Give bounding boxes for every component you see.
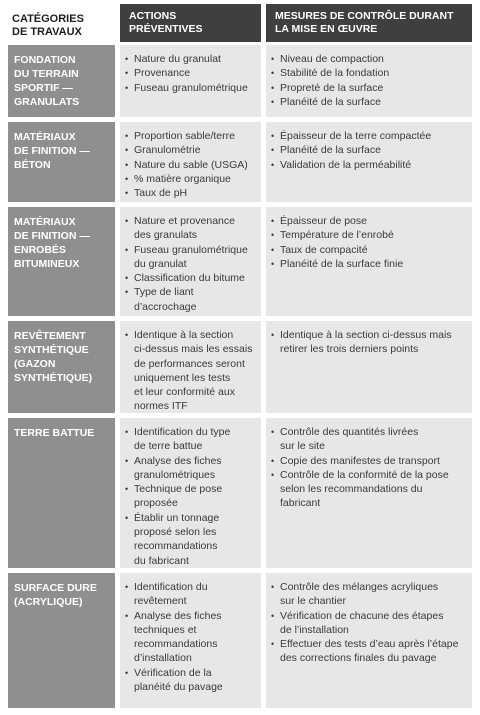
list-item: • Niveau de compaction [271,52,468,66]
list-item: • Identification du type de terre battue [125,425,257,454]
table-row-clay [8,418,472,568]
measures-cell [266,45,472,117]
list-item: • Épaisseur de la terre compactée [271,129,468,143]
list-item: • Taux de compacité [271,243,468,257]
category-cell: SURFACE DURE (ACRYLIQUE) [8,573,115,708]
list-item: • Contrôle des quantités livrées sur le site [271,425,468,454]
works-control-table [8,4,472,713]
list-item: • Effectuer des tests d’eau après l’étape des corrections finales du pavage [271,637,468,666]
measures-cell [266,321,472,413]
list-item: • Analyse des fiches techniques et recommandations d’installation [125,609,257,666]
list-item: • Fuseau granulométrique [125,81,257,95]
list-item: • Classification du bitume [125,271,257,285]
category-cell: MATÉRIAUX DE FINITION — ENROBÉS BITUMINEUX [8,207,115,316]
table-row-acrylic [8,573,472,708]
list-item: • Type de liant d’accrochage [125,285,257,314]
header-preventive-actions: ACTIONS PRÉVENTIVES [120,4,261,42]
list-item: • Nature et provenance des granulats [125,214,257,243]
list-item: • Vérification de chacune des étapes de l’installation [271,609,468,638]
list-item: • Technique de pose proposée [125,482,257,511]
table-row-asphalt [8,207,472,316]
category-cell: TERRE BATTUE [8,418,115,568]
table-row-foundation [8,45,472,117]
list-item: • Proportion sable/terre [125,129,257,143]
list-item: • Épaisseur de pose [271,214,468,228]
list-item: • Identique à la section ci-dessus mais retirer les trois derniers points [271,328,468,357]
measures-cell [266,122,472,202]
actions-cell [120,122,261,202]
measures-cell [266,418,472,568]
measures-cell [266,207,472,316]
list-item: • Planéité de la surface finie [271,257,468,271]
list-item: • Planéité de la surface [271,95,468,109]
list-item: • Température de l’enrobé [271,228,468,242]
list-item: • Provenance [125,66,257,80]
header-categories: CATÉGORIES DE TRAVAUX [12,13,84,38]
list-item: • Analyse des fiches granulométriques [125,454,257,483]
actions-cell [120,321,261,413]
actions-cell [120,45,261,117]
list-item: • Vérification de la planéité du pavage [125,666,257,695]
list-item: • Stabilité de la fondation [271,66,468,80]
list-item: • Nature du sable (USGA) [125,158,257,172]
list-item: • Contrôle de la conformité de la pose selon les recommandations du fabricant [271,468,468,511]
category-cell: FONDATION DU TERRAIN SPORTIF — GRANULATS [8,45,115,117]
list-item: • Identification du revêtement [125,580,257,609]
list-item: • Planéité de la surface [271,143,468,157]
table-header [8,4,472,42]
list-item: • Validation de la perméabilité [271,158,468,172]
table-row-concrete [8,122,472,202]
list-item: • Granulométrie [125,143,257,157]
list-item: • Fuseau granulométrique du granulat [125,243,257,272]
list-item: • Contrôle des mélanges acryliques sur le chantier [271,580,468,609]
header-control-measures: MESURES DE CONTRÔLE DURANT LA MISE EN ŒUVRE [266,4,472,42]
list-item: • % matière organique [125,172,257,186]
list-item: • Copie des manifestes de transport [271,454,468,468]
list-item: • Propreté de la surface [271,81,468,95]
list-item: • Identique à la section ci-dessus mais les essais de performances seront uniquement les tests et leur conformité aux normes ITF [125,328,257,414]
actions-cell [120,573,261,708]
actions-cell [120,207,261,316]
category-cell: REVÊTEMENT SYNTHÉTIQUE (GAZON SYNTHÉTIQUE) [8,321,115,413]
list-item: • Établir un tonnage proposé selon les recommandations du fabricant [125,511,257,568]
category-cell: MATÉRIAUX DE FINITION — BÉTON [8,122,115,202]
list-item: • Nature du granulat [125,52,257,66]
actions-cell [120,418,261,568]
measures-cell [266,573,472,708]
table-row-synthetic [8,321,472,413]
list-item: • Taux de pH [125,186,257,200]
